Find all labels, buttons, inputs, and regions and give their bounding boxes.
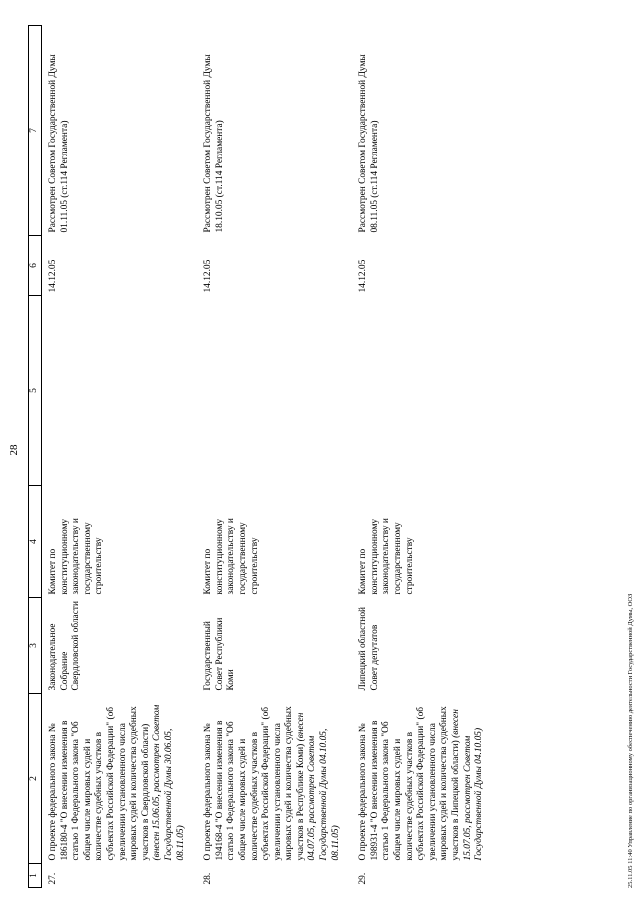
bill-note: (внесен 15.06.05, рассмотрен Советом Государственной Думы 30.06.05, 08.11.05) bbox=[152, 704, 186, 861]
bills-table bbox=[28, 25, 496, 888]
committee-cell: Комитет по конституционному законодательству и государственному строительству bbox=[358, 518, 415, 595]
footer-text: 25.11.05 11:40 Управление по организационному обеспечению деятельности Государственной Думы, ООЗ bbox=[627, 593, 634, 888]
initiator-cell: Липецкий областной Совет депутатов bbox=[358, 606, 380, 691]
column-header: 3 bbox=[29, 598, 42, 694]
column-header: 4 bbox=[29, 486, 42, 598]
row-number: 28. bbox=[203, 872, 214, 885]
bill-note: (внесен 15.07.05, рассмотрен Советом Государственной Думы 04.10.05) bbox=[451, 709, 485, 861]
column-header: 6 bbox=[29, 236, 42, 296]
table-row bbox=[197, 26, 352, 888]
table-row bbox=[352, 26, 496, 888]
bill-note: (внесен 04.07.05, рассмотрен Советом Государственной Думы 04.10.05, 08.11.05) bbox=[295, 712, 341, 861]
initiator-cell: Государственный Совет Республики Коми bbox=[203, 617, 237, 691]
page-number: 28 bbox=[8, 444, 20, 456]
bill-cell bbox=[197, 694, 352, 864]
initiator-cell: Законодательное Собрание Свердловской области bbox=[48, 601, 82, 691]
bill-title: О проекте федерального закона № 198931-4 "О внесении изменения в статью 1 Федерального закона "Об общем числе мировых судей и количестве судебных участков в субъектах Российской Федерации" (об увеличении установленного числа мировых судей и количества судебных участков в Липецкой области) bbox=[358, 706, 461, 861]
empty-cell bbox=[42, 296, 198, 486]
column-header: 5 bbox=[29, 296, 42, 486]
column-header: 2 bbox=[29, 694, 42, 864]
row-number: 29. bbox=[358, 872, 369, 885]
header-row bbox=[29, 26, 42, 888]
empty-cell bbox=[197, 296, 352, 486]
bill-cell bbox=[352, 694, 496, 864]
date-cell: 14.12.05 bbox=[203, 259, 214, 293]
status-cell: Рассмотрен Советом Государственной Думы 01.11.05 (ст.114 Регламента) bbox=[48, 54, 70, 233]
bill-title: О проекте федерального закона № 186180-4 "О внесении изменения в статью 1 Федерального закона "Об общем числе мировых судей и количестве судебных участков в субъектах Российской Федерации" (об увеличении установленного числа мировых судей и количества судебных участков в Свердловской области) bbox=[48, 706, 151, 861]
bill-cell bbox=[42, 694, 198, 864]
column-header: 7 bbox=[29, 26, 42, 236]
bill-title: О проекте федерального закона № 194168-4 "О внесении изменения в статью 1 Федерального закона "Об общем числе мировых судей и количестве судебных участков в субъектах Российской Федерации" (об увеличении установленного числа мировых судей и количества судебных участков в Республике Коми) bbox=[203, 706, 306, 861]
committee-cell: Комитет по конституционному законодательству и государственному строительству bbox=[203, 518, 260, 595]
table-row bbox=[42, 26, 198, 888]
date-cell: 14.12.05 bbox=[358, 259, 369, 293]
row-number: 27. bbox=[48, 872, 58, 885]
column-header: 1 bbox=[29, 864, 42, 888]
status-cell: Рассмотрен Советом Государственной Думы 08.11.05 (ст.114 Регламента) bbox=[358, 54, 380, 233]
empty-cell bbox=[352, 296, 496, 486]
date-cell: 14.12.05 bbox=[48, 259, 58, 293]
status-cell: Рассмотрен Советом Государственной Думы 18.10.05 (ст.114 Регламента) bbox=[203, 54, 225, 233]
committee-cell: Комитет по конституционному законодательству и государственному строительству bbox=[48, 518, 105, 595]
